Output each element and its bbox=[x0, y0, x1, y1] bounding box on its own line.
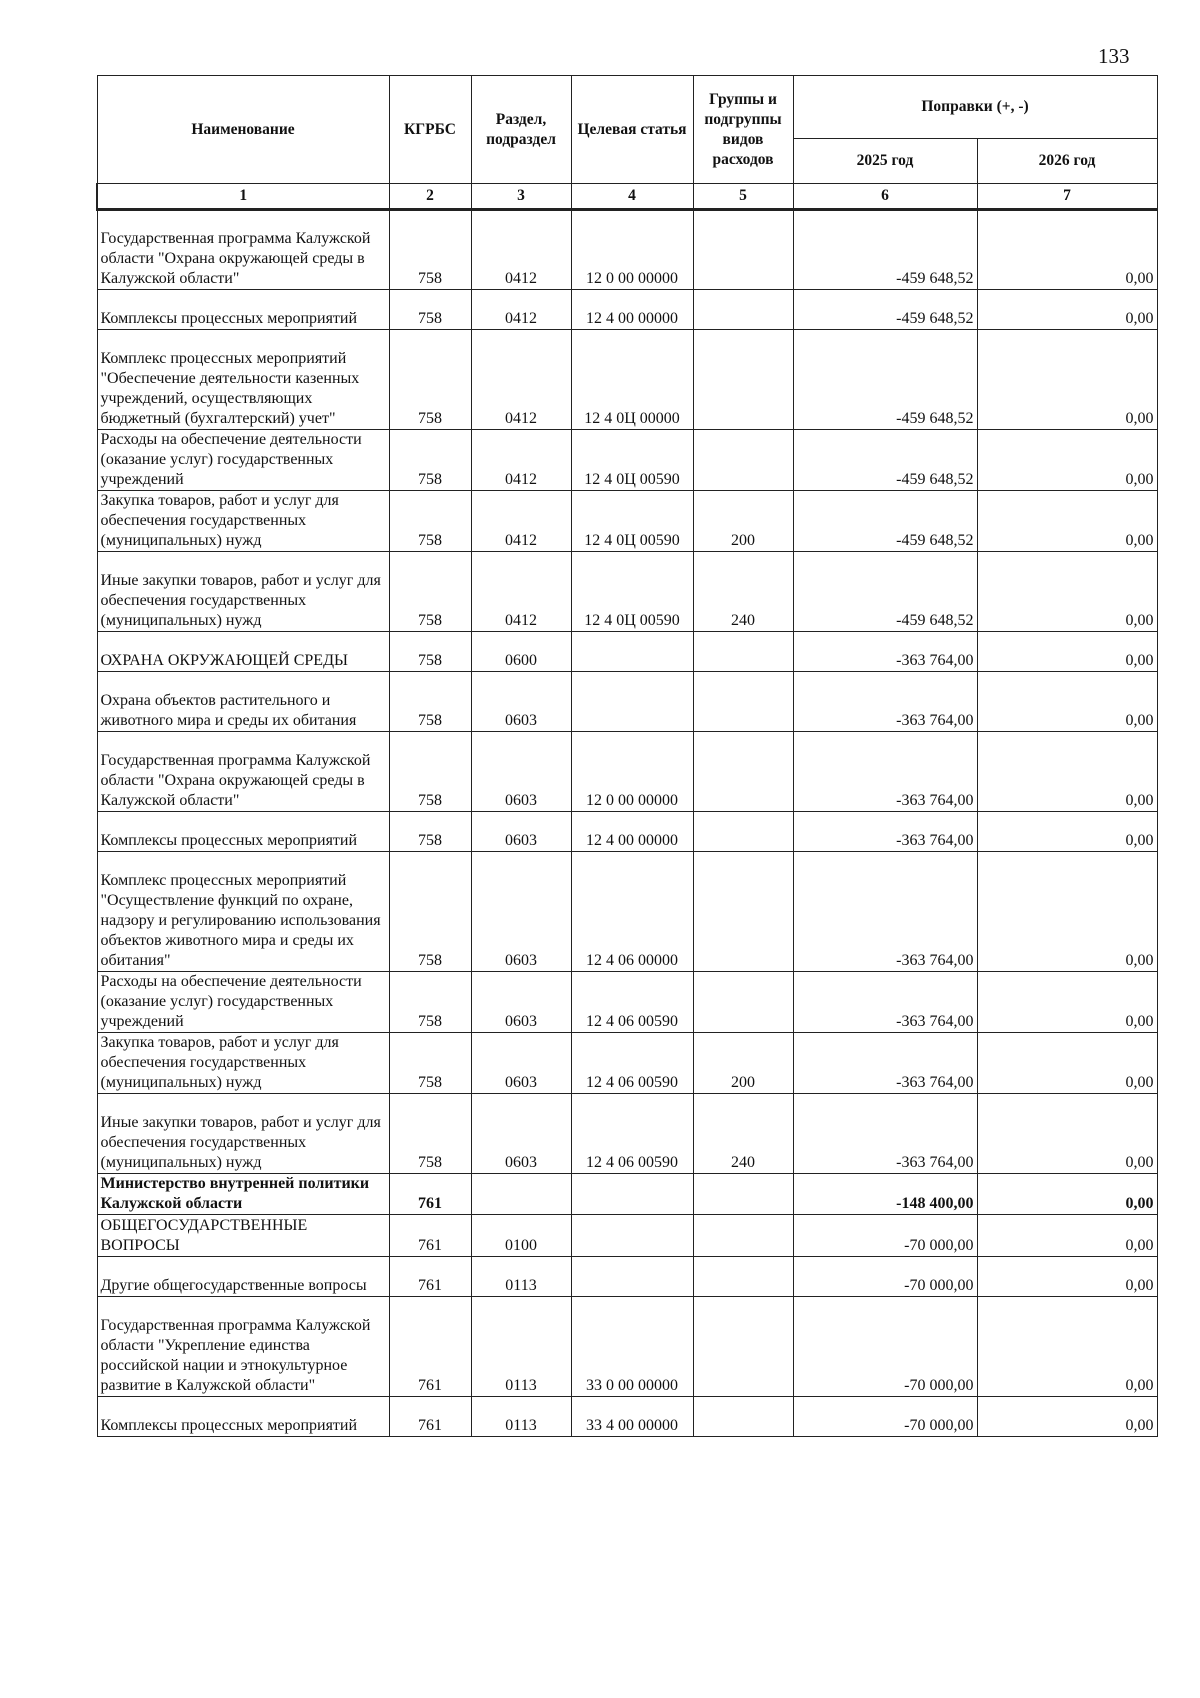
cell-name: Иные закупки товаров, работ и услуг для обеспечения государственных (муниципальных) нужд bbox=[97, 1094, 389, 1174]
cell-expense-group: 240 bbox=[693, 1094, 793, 1174]
cell-expense-group bbox=[693, 672, 793, 732]
cell-section: 0412 bbox=[471, 330, 571, 430]
cell-section: 0113 bbox=[471, 1257, 571, 1297]
column-number: 6 bbox=[793, 184, 977, 210]
cell-amount-2026: 0,00 bbox=[977, 812, 1157, 852]
cell-amount-2026: 0,00 bbox=[977, 1033, 1157, 1094]
cell-target: 12 4 00 00000 bbox=[571, 290, 693, 330]
cell-kgrbs: 758 bbox=[389, 1094, 471, 1174]
table-row bbox=[97, 1297, 1157, 1397]
column-number: 3 bbox=[471, 184, 571, 210]
cell-kgrbs: 761 bbox=[389, 1257, 471, 1297]
column-number: 1 bbox=[97, 184, 389, 210]
cell-target: 12 4 06 00590 bbox=[571, 1033, 693, 1094]
cell-name: ОБЩЕГОСУДАРСТВЕННЫЕ ВОПРОСЫ bbox=[97, 1215, 389, 1257]
cell-name: Иные закупки товаров, работ и услуг для обеспечения государственных (муниципальных) нужд bbox=[97, 552, 389, 632]
column-number: 2 bbox=[389, 184, 471, 210]
cell-amount-2026: 0,00 bbox=[977, 210, 1157, 290]
header-target: Целевая статья bbox=[571, 76, 693, 184]
cell-amount-2025: -363 764,00 bbox=[793, 972, 977, 1033]
cell-target bbox=[571, 1215, 693, 1257]
table-row bbox=[97, 1257, 1157, 1297]
table-row bbox=[97, 732, 1157, 812]
cell-target bbox=[571, 632, 693, 672]
cell-section: 0603 bbox=[471, 732, 571, 812]
cell-amount-2026: 0,00 bbox=[977, 1297, 1157, 1397]
cell-kgrbs: 758 bbox=[389, 672, 471, 732]
cell-target: 12 0 00 00000 bbox=[571, 732, 693, 812]
cell-amount-2025: -459 648,52 bbox=[793, 552, 977, 632]
cell-section: 0600 bbox=[471, 632, 571, 672]
cell-target: 12 4 06 00590 bbox=[571, 972, 693, 1033]
cell-expense-group: 200 bbox=[693, 1033, 793, 1094]
table-row bbox=[97, 491, 1157, 552]
cell-amount-2025: -70 000,00 bbox=[793, 1215, 977, 1257]
cell-amount-2025: -363 764,00 bbox=[793, 852, 977, 972]
cell-section: 0412 bbox=[471, 491, 571, 552]
header-section: Раздел, подраздел bbox=[471, 76, 571, 184]
cell-amount-2026: 0,00 bbox=[977, 1397, 1157, 1437]
table-row bbox=[97, 210, 1157, 290]
cell-name: Комплексы процессных мероприятий bbox=[97, 812, 389, 852]
cell-target: 12 0 00 00000 bbox=[571, 210, 693, 290]
cell-kgrbs: 758 bbox=[389, 491, 471, 552]
cell-target: 12 4 06 00000 bbox=[571, 852, 693, 972]
table-row bbox=[97, 430, 1157, 491]
cell-name: Закупка товаров, работ и услуг для обеспечения государственных (муниципальных) нужд bbox=[97, 491, 389, 552]
cell-target bbox=[571, 1174, 693, 1215]
cell-name: Другие общегосударственные вопросы bbox=[97, 1257, 389, 1297]
table-row bbox=[97, 552, 1157, 632]
cell-amount-2026: 0,00 bbox=[977, 1215, 1157, 1257]
cell-name: Министерство внутренней политики Калужской области bbox=[97, 1174, 389, 1215]
table-row bbox=[97, 672, 1157, 732]
column-number: 4 bbox=[571, 184, 693, 210]
page-number: 133 bbox=[1098, 44, 1130, 68]
cell-expense-group bbox=[693, 1397, 793, 1437]
cell-target: 12 4 06 00590 bbox=[571, 1094, 693, 1174]
table-row bbox=[97, 330, 1157, 430]
cell-expense-group bbox=[693, 290, 793, 330]
table-row bbox=[97, 972, 1157, 1033]
cell-section: 0412 bbox=[471, 552, 571, 632]
cell-kgrbs: 758 bbox=[389, 430, 471, 491]
header-groups: Группы и подгруппы видов расходов bbox=[693, 76, 793, 184]
cell-section: 0412 bbox=[471, 290, 571, 330]
cell-target: 12 4 00 00000 bbox=[571, 812, 693, 852]
cell-section bbox=[471, 1174, 571, 1215]
cell-name: Охрана объектов растительного и животного мира и среды их обитания bbox=[97, 672, 389, 732]
table-row bbox=[97, 852, 1157, 972]
table-body bbox=[97, 210, 1157, 1437]
cell-amount-2025: -459 648,52 bbox=[793, 430, 977, 491]
cell-name: Закупка товаров, работ и услуг для обеспечения государственных (муниципальных) нужд bbox=[97, 1033, 389, 1094]
cell-kgrbs: 758 bbox=[389, 210, 471, 290]
cell-name: Государственная программа Калужской области "Укрепление единства российской нации и этнокультурное развитие в Калужской области" bbox=[97, 1297, 389, 1397]
table-row bbox=[97, 1033, 1157, 1094]
cell-expense-group bbox=[693, 632, 793, 672]
cell-target: 33 0 00 00000 bbox=[571, 1297, 693, 1397]
cell-name: Государственная программа Калужской области "Охрана окружающей среды в Калужской области" bbox=[97, 732, 389, 812]
cell-amount-2025: -363 764,00 bbox=[793, 1094, 977, 1174]
header-year-2025: 2025 год bbox=[793, 139, 977, 184]
cell-amount-2026: 0,00 bbox=[977, 330, 1157, 430]
cell-target: 12 4 0Ц 00590 bbox=[571, 491, 693, 552]
cell-target bbox=[571, 672, 693, 732]
cell-section: 0603 bbox=[471, 852, 571, 972]
table-row bbox=[97, 290, 1157, 330]
cell-kgrbs: 758 bbox=[389, 852, 471, 972]
cell-kgrbs: 761 bbox=[389, 1297, 471, 1397]
cell-amount-2026: 0,00 bbox=[977, 972, 1157, 1033]
cell-kgrbs: 758 bbox=[389, 812, 471, 852]
cell-target: 33 4 00 00000 bbox=[571, 1397, 693, 1437]
cell-name: Расходы на обеспечение деятельности (оказание услуг) государственных учреждений bbox=[97, 972, 389, 1033]
cell-expense-group bbox=[693, 1215, 793, 1257]
cell-kgrbs: 758 bbox=[389, 972, 471, 1033]
cell-amount-2025: -459 648,52 bbox=[793, 491, 977, 552]
cell-amount-2025: -363 764,00 bbox=[793, 812, 977, 852]
header-name: Наименование bbox=[97, 76, 389, 184]
cell-amount-2025: -363 764,00 bbox=[793, 632, 977, 672]
cell-name: Комплекс процессных мероприятий "Обеспечение деятельности казенных учреждений, осуществляющих бюджетный (бухгалтерский) учет" bbox=[97, 330, 389, 430]
cell-section: 0603 bbox=[471, 812, 571, 852]
cell-amount-2025: -148 400,00 bbox=[793, 1174, 977, 1215]
cell-kgrbs: 758 bbox=[389, 632, 471, 672]
header-kgrbs: КГРБС bbox=[389, 76, 471, 184]
table-row bbox=[97, 1397, 1157, 1437]
cell-name: Комплекс процессных мероприятий "Осуществление функций по охране, надзору и регулированию использования объектов животного мира и среды их обитания" bbox=[97, 852, 389, 972]
cell-amount-2025: -70 000,00 bbox=[793, 1297, 977, 1397]
cell-amount-2025: -363 764,00 bbox=[793, 672, 977, 732]
header-amendments: Поправки (+, -) bbox=[793, 76, 1157, 139]
header-year-2026: 2026 год bbox=[977, 139, 1157, 184]
table-row bbox=[97, 1215, 1157, 1257]
cell-kgrbs: 761 bbox=[389, 1174, 471, 1215]
cell-amount-2026: 0,00 bbox=[977, 491, 1157, 552]
cell-name: Комплексы процессных мероприятий bbox=[97, 290, 389, 330]
cell-expense-group bbox=[693, 1297, 793, 1397]
cell-amount-2025: -363 764,00 bbox=[793, 1033, 977, 1094]
cell-section: 0412 bbox=[471, 210, 571, 290]
cell-expense-group bbox=[693, 852, 793, 972]
cell-kgrbs: 758 bbox=[389, 732, 471, 812]
cell-name: Комплексы процессных мероприятий bbox=[97, 1397, 389, 1437]
cell-target bbox=[571, 1257, 693, 1297]
table-row bbox=[97, 1094, 1157, 1174]
cell-expense-group bbox=[693, 330, 793, 430]
cell-section: 0603 bbox=[471, 1094, 571, 1174]
cell-section: 0113 bbox=[471, 1297, 571, 1397]
cell-amount-2026: 0,00 bbox=[977, 290, 1157, 330]
cell-amount-2026: 0,00 bbox=[977, 552, 1157, 632]
cell-expense-group bbox=[693, 1174, 793, 1215]
cell-section: 0113 bbox=[471, 1397, 571, 1437]
cell-amount-2026: 0,00 bbox=[977, 852, 1157, 972]
cell-amount-2026: 0,00 bbox=[977, 732, 1157, 812]
cell-amount-2026: 0,00 bbox=[977, 632, 1157, 672]
cell-amount-2025: -363 764,00 bbox=[793, 732, 977, 812]
cell-section: 0100 bbox=[471, 1215, 571, 1257]
table-row bbox=[97, 1174, 1157, 1215]
cell-expense-group bbox=[693, 210, 793, 290]
cell-kgrbs: 761 bbox=[389, 1397, 471, 1437]
cell-name: Расходы на обеспечение деятельности (оказание услуг) государственных учреждений bbox=[97, 430, 389, 491]
cell-amount-2026: 0,00 bbox=[977, 1174, 1157, 1215]
cell-expense-group: 200 bbox=[693, 491, 793, 552]
cell-target: 12 4 0Ц 00590 bbox=[571, 552, 693, 632]
cell-section: 0603 bbox=[471, 1033, 571, 1094]
cell-name: ОХРАНА ОКРУЖАЮЩЕЙ СРЕДЫ bbox=[97, 632, 389, 672]
table-row bbox=[97, 632, 1157, 672]
cell-expense-group bbox=[693, 732, 793, 812]
cell-kgrbs: 758 bbox=[389, 1033, 471, 1094]
cell-amount-2025: -459 648,52 bbox=[793, 290, 977, 330]
budget-amendments-table bbox=[96, 75, 1158, 1437]
cell-amount-2025: -459 648,52 bbox=[793, 330, 977, 430]
cell-expense-group bbox=[693, 812, 793, 852]
cell-expense-group bbox=[693, 972, 793, 1033]
cell-amount-2026: 0,00 bbox=[977, 1257, 1157, 1297]
cell-amount-2026: 0,00 bbox=[977, 1094, 1157, 1174]
cell-amount-2026: 0,00 bbox=[977, 672, 1157, 732]
cell-expense-group bbox=[693, 1257, 793, 1297]
column-number: 5 bbox=[693, 184, 793, 210]
cell-name: Государственная программа Калужской области "Охрана окружающей среды в Калужской области" bbox=[97, 210, 389, 290]
table-row bbox=[97, 812, 1157, 852]
cell-amount-2025: -459 648,52 bbox=[793, 210, 977, 290]
cell-amount-2026: 0,00 bbox=[977, 430, 1157, 491]
cell-kgrbs: 758 bbox=[389, 290, 471, 330]
cell-amount-2025: -70 000,00 bbox=[793, 1397, 977, 1437]
column-number: 7 bbox=[977, 184, 1157, 210]
cell-kgrbs: 758 bbox=[389, 330, 471, 430]
cell-kgrbs: 758 bbox=[389, 552, 471, 632]
cell-section: 0412 bbox=[471, 430, 571, 491]
cell-target: 12 4 0Ц 00590 bbox=[571, 430, 693, 491]
cell-amount-2025: -70 000,00 bbox=[793, 1257, 977, 1297]
cell-expense-group bbox=[693, 430, 793, 491]
cell-kgrbs: 761 bbox=[389, 1215, 471, 1257]
budget-table-container bbox=[96, 75, 1156, 1437]
cell-target: 12 4 0Ц 00000 bbox=[571, 330, 693, 430]
cell-expense-group: 240 bbox=[693, 552, 793, 632]
cell-section: 0603 bbox=[471, 672, 571, 732]
cell-section: 0603 bbox=[471, 972, 571, 1033]
